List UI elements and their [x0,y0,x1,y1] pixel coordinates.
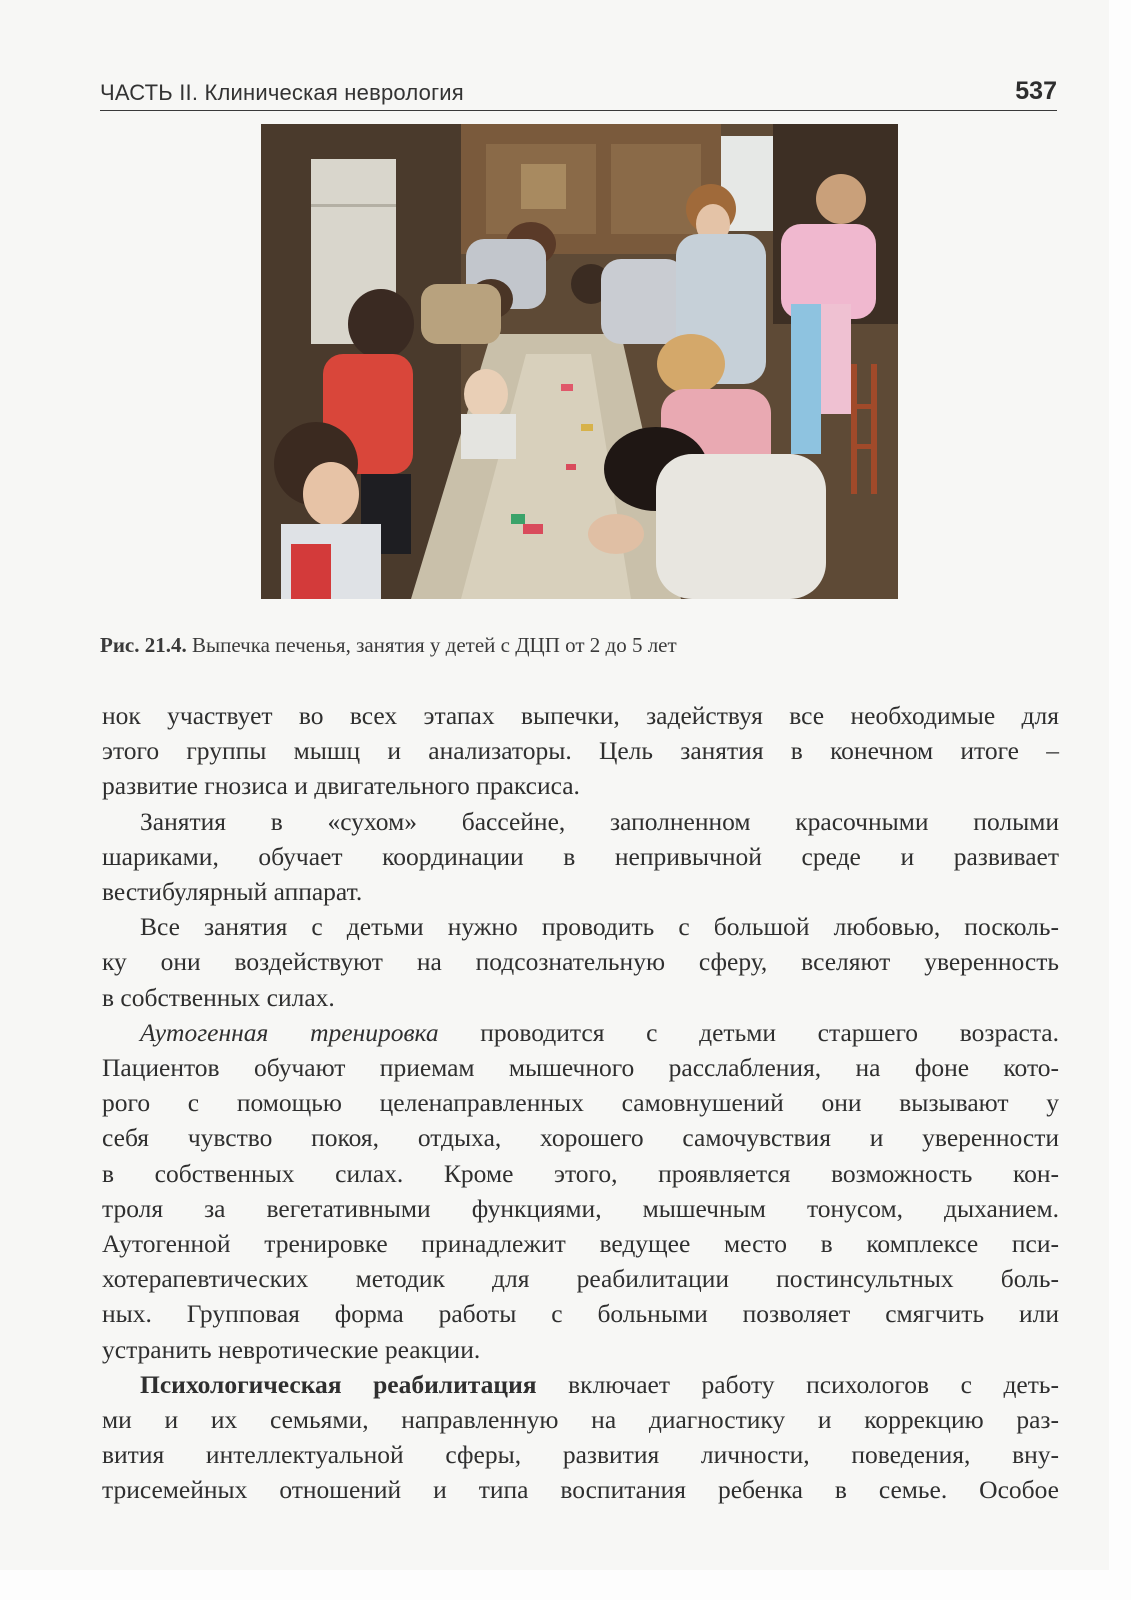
text-line: в собственных силах. Кроме этого, проявляется возможность кон- [102,1158,1059,1188]
text-line: хотерапевтических методик для реабилитации постинсультных боль- [102,1264,1059,1294]
text-line: рого с помощью целенаправленных самовнушений они вызывают у [102,1088,1059,1118]
bold-term: Психологическая реабилитация [140,1369,537,1399]
figure-caption [100,633,1057,658]
text-line: себя чувство покоя, отдыха, хорошего самочувствия и уверенности [102,1123,1059,1153]
italic-term: Аутогенная тренировка [140,1017,439,1047]
lead-rest: включает работу психологов с деть- [536,1369,1059,1399]
page-number: 537 [1015,77,1057,105]
paragraph [102,1367,1059,1508]
running-header [100,76,1057,111]
text-line: вестибулярный аппарат. [102,877,363,907]
text-line: Все занятия с детьми нужно проводить с большой любовью, посколь- [140,912,1059,942]
text-line: ми и их семьями, направленную на диагностику и коррекцию раз- [102,1405,1059,1435]
text-line: вития интеллектуальной сферы, развития личности, поведения, вну- [102,1440,1059,1470]
lead-rest: проводится с детьми старшего возраста. [438,1017,1059,1047]
paragraph [102,698,1059,804]
text-line: Аутогенной тренировке принадлежит ведущее место в комплексе пси- [102,1229,1059,1259]
figure-photo [261,124,898,599]
text-line: Пациентов обучают приемам мышечного расслабления, на фоне кото- [102,1053,1059,1083]
photo-baking-class-icon [261,124,898,599]
text-line: в собственных силах. [102,982,335,1012]
text-line: устранить невротические реакции. [102,1334,481,1364]
text-line [102,1367,1059,1402]
paragraph [102,909,1059,1015]
text-line: трисемейных отношений и типа воспитания ребенка в семье. Особое [102,1475,1059,1505]
text-line [102,1015,1059,1050]
caption-text: Выпечка печенья, занятия у детей с ДЦП от 2 до 5 лет [186,633,677,657]
text-line: ку они воздействуют на подсознательную сферу, вселяют уверенность [102,947,1059,977]
text-line: шариками, обучает координации в непривычной среде и развивает [102,841,1059,871]
text-line: Занятия в «сухом» бассейне, заполненном красочными полыми [140,806,1059,836]
running-title: ЧАСТЬ II. Клиническая неврология [100,80,464,105]
paragraph [102,804,1059,910]
text-line: этого группы мышц и анализаторы. Цель занятия в конечном итоге – [102,736,1059,766]
body-text [102,698,1059,1508]
text-line: нок участвует во всех этапах выпечки, задействуя все необходимые для [102,701,1059,730]
caption-label: Рис. 21.4. [100,633,187,657]
text-line: троля за вегетативными функциями, мышечным тонусом, дыханием. [102,1193,1059,1223]
paragraph [102,1015,1059,1367]
text-line: развитие гнозиса и двигательного праксиса. [102,771,580,801]
text-line: ных. Групповая форма работы с больными позволяет смягчить или [102,1299,1059,1329]
